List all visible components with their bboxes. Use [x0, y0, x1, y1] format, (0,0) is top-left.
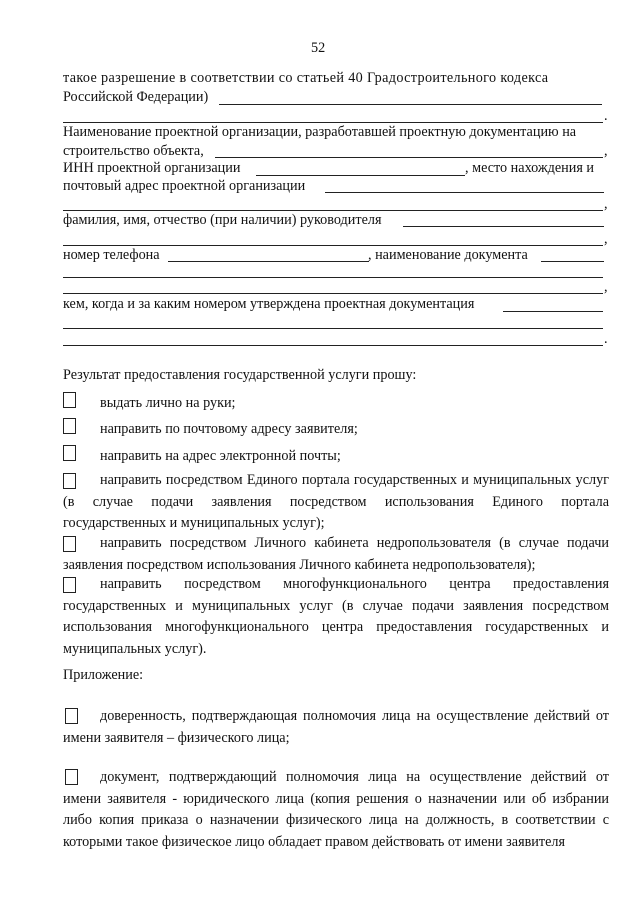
punct-dot: .: [604, 108, 608, 124]
postal-label: почтовый адрес проектной организации: [63, 178, 306, 194]
phone-label: номер телефона: [63, 247, 160, 263]
approved-field[interactable]: [503, 311, 603, 312]
location-label: , место нахождения и: [465, 160, 595, 176]
result-title: Результат предоставления государственной услуги прошу:: [63, 367, 417, 383]
object-field[interactable]: [215, 157, 603, 158]
top-line-1: такое разрешение в соответствии со статьей 40 Градостроительного кодекса: [63, 70, 549, 86]
org-line-2: строительство объекта,: [63, 143, 204, 159]
phone-field[interactable]: [168, 261, 369, 262]
option-mfc: направить посредством многофункционального центра предоставления государственных и муниципальных услуг (в случае подачи заявления посредством использования многофункционального центра предоставления государственных и муниципальных услуг).: [63, 576, 609, 657]
docname-label: , наименование документа: [368, 247, 528, 263]
page-number: 52: [311, 40, 326, 56]
approved-field-2[interactable]: [63, 328, 603, 329]
punct-comma: ,: [604, 279, 608, 295]
attachments-title: Приложение:: [63, 667, 144, 683]
option-email: направить на адрес электронной почты;: [100, 448, 341, 464]
top-line-2: Российской Федерации): [63, 89, 209, 105]
option-in-person: выдать лично на руки;: [100, 395, 236, 411]
option-cabinet: направить посредством Личного кабинета недропользователя (в случае подачи заявления посредством использования Личного кабинета недропользователя);: [63, 535, 609, 573]
inn-label: ИНН проектной организации: [63, 160, 241, 176]
fill-line[interactable]: [219, 104, 602, 105]
punct-comma: ,: [604, 231, 608, 247]
inn-field[interactable]: [256, 175, 465, 176]
docname-field[interactable]: [541, 261, 604, 262]
checkbox-in-person[interactable]: [63, 392, 76, 408]
punct-comma: ,: [604, 143, 608, 159]
punct-dot: .: [604, 331, 608, 347]
checkbox-email[interactable]: [63, 445, 76, 461]
checkbox-postal[interactable]: [63, 418, 76, 434]
postal-field[interactable]: [325, 192, 604, 193]
attachment-authority-document: документ, подтверждающий полномочия лица на осуществление действий от имени заявителя - юридического лица (копия решения о назначении или об избрании либо копия приказа о назначении физического лица на должность, в соответствии с которыми такое физическое лицо обладает правом действовать от имени заявителя: [63, 769, 609, 850]
fio-label: фамилия, имя, отчество (при наличии) руководителя: [63, 212, 382, 228]
option-postal: направить по почтовому адресу заявителя;: [100, 421, 358, 437]
approved-label: кем, когда и за каким номером утверждена проектная документация: [63, 296, 475, 312]
punct-comma: ,: [604, 196, 608, 212]
option-epgu: направить посредством Единого портала государственных и муниципальных услуг (в случае подачи заявления посредством использования Единого портала государственных и муниципальных услуг);: [63, 472, 609, 531]
fill-line[interactable]: [63, 122, 603, 123]
fio-field-2[interactable]: [63, 245, 603, 246]
docname-field-2[interactable]: [63, 277, 603, 278]
postal-field-2[interactable]: [63, 210, 603, 211]
docname-field-3[interactable]: [63, 293, 603, 294]
approved-field-3[interactable]: [63, 345, 603, 346]
org-line-1: Наименование проектной организации, разработавшей проектную документацию на: [63, 124, 577, 140]
attachment-power-of-attorney: доверенность, подтверждающая полномочия лица на осуществление действий от имени заявителя – физического лица;: [63, 708, 609, 746]
fio-field[interactable]: [403, 226, 604, 227]
